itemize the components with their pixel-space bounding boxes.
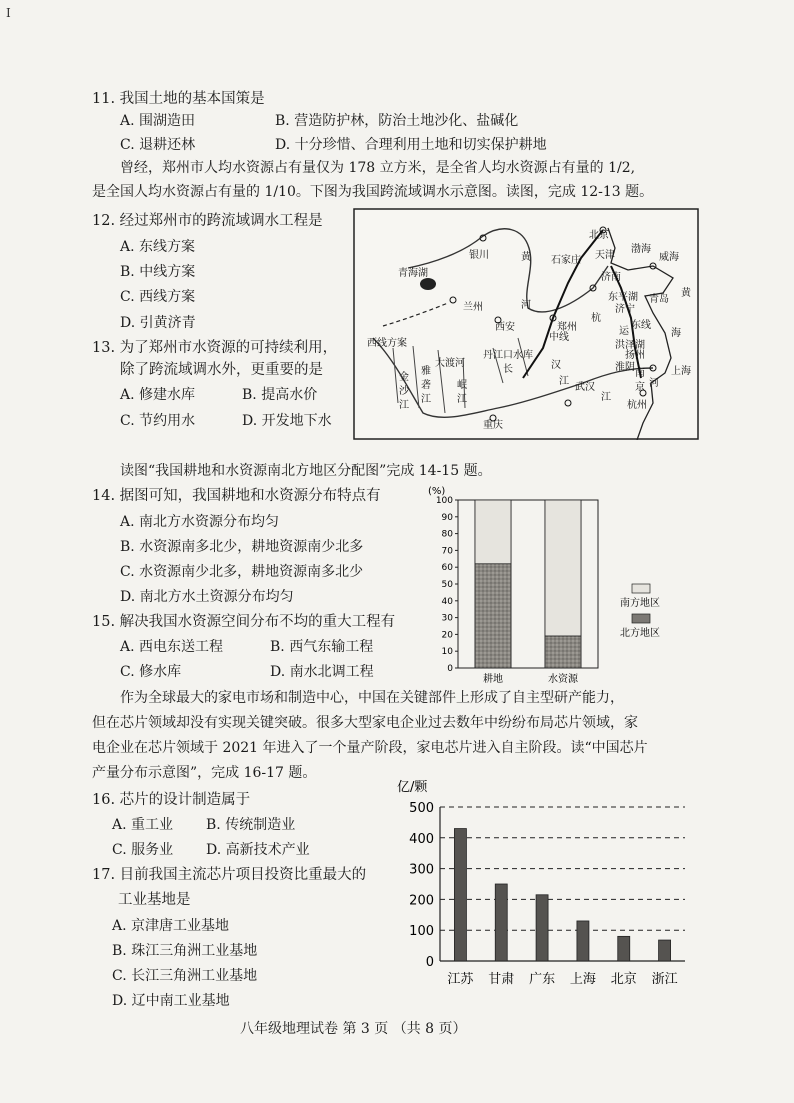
- chart1-ytick-label: 30: [441, 613, 453, 624]
- chart1-ytick-label: 100: [435, 496, 453, 506]
- chart2-category-label: 浙江: [651, 972, 678, 987]
- chart2-ytick-label: 500: [409, 801, 434, 816]
- chart2-category-label: 甘肃: [488, 972, 515, 987]
- q17-stem-line1: 17. 目前我国主流芯片项目投资比重最大的: [92, 867, 367, 883]
- chart2-bar: [454, 829, 466, 961]
- chart2-ytick-label: 300: [409, 862, 434, 878]
- q16-option-a[interactable]: A. 重工业: [112, 817, 174, 833]
- chart1-ytick-label: 80: [441, 529, 453, 540]
- chart2-category-label: 上海: [569, 972, 596, 987]
- map-label: 丹江口水库: [483, 350, 533, 361]
- map-label: 上海: [671, 366, 691, 377]
- q13-option-a[interactable]: A. 修建水库: [120, 387, 196, 403]
- map-label: 淮阴: [615, 362, 635, 373]
- chart2-ytick-label: 200: [409, 893, 434, 909]
- q16-stem: 16. 芯片的设计制造属于: [92, 792, 251, 808]
- q16-option-b[interactable]: B. 传统制造业: [206, 817, 296, 833]
- map-label: 石家庄: [551, 255, 581, 266]
- map-label: 金: [399, 372, 409, 383]
- intro16-line2: 但在芯片领域却没有实现关键突破。很多大型家电企业过去数年中纷纷布局芯片领域，家: [92, 715, 638, 731]
- map-label: 青岛: [649, 294, 669, 305]
- map-label: 西线方案: [367, 338, 407, 349]
- chart1-ytick-label: 20: [441, 630, 453, 641]
- map-label: 银川: [469, 250, 489, 261]
- chart1-ytick-label: 10: [441, 647, 453, 658]
- map-label: 江: [601, 392, 611, 403]
- q17-option-b[interactable]: B. 珠江三角洲工业基地: [112, 943, 258, 959]
- legend-swatch-north: [632, 614, 650, 623]
- map-label: 郑州: [557, 322, 577, 333]
- map-label: 东线: [631, 320, 651, 331]
- map-label: 渤海: [631, 244, 651, 255]
- chart1-ytick-label: 0: [447, 664, 453, 674]
- chart2-ylabel: 亿/颗: [397, 780, 428, 795]
- intro14: 读图“我国耕地和水资源南北方地区分配图”完成 14-15 题。: [120, 463, 492, 479]
- intro16-line3: 电企业在芯片领域于 2021 年进入了一个量产阶段，家电芯片进入自主阶段。读“中国芯片: [92, 740, 648, 756]
- map-label: 江: [421, 394, 431, 405]
- q12-option-b[interactable]: B. 中线方案: [120, 264, 196, 280]
- q11-option-a[interactable]: A. 围湖造田: [120, 113, 196, 129]
- q12-option-c[interactable]: C. 西线方案: [120, 289, 196, 305]
- chart1-bar-south: [545, 500, 581, 636]
- q15-option-a[interactable]: A. 西电东送工程: [120, 639, 224, 655]
- chart1-category-label: 耕地: [483, 674, 503, 685]
- q13-stem-line1: 13. 为了郑州市水资源的可持续利用，: [92, 340, 338, 356]
- chart2-bar: [659, 940, 671, 961]
- q17-option-c[interactable]: C. 长江三角洲工业基地: [112, 968, 258, 984]
- q14-option-a[interactable]: A. 南北方水资源分布均匀: [120, 514, 280, 530]
- chart1-bar-north: [545, 636, 581, 668]
- chart2-category-label: 北京: [610, 972, 637, 987]
- map-label: 武汉: [575, 382, 595, 393]
- chart1-bar-north: [475, 564, 511, 668]
- chart2-bar: [577, 921, 589, 961]
- map-label: 京: [635, 382, 645, 393]
- intro16-line1: 作为全球最大的家电市场和制造中心，中国在关键部件上形成了自主型研产能力，: [120, 690, 624, 706]
- q14-option-d[interactable]: D. 南北方水土资源分布均匀: [120, 589, 294, 605]
- map-label: 济宁: [615, 304, 635, 315]
- q11-option-b[interactable]: B. 营造防护林，防治土地沙化、盐碱化: [275, 113, 519, 129]
- map-label: 长: [503, 364, 513, 375]
- chart2-bar: [495, 884, 507, 961]
- map-label: 河: [649, 378, 659, 389]
- q16-option-d[interactable]: D. 高新技术产业: [206, 842, 310, 858]
- map-label: 济南: [601, 272, 621, 283]
- map-label: 砻: [421, 380, 431, 391]
- map-label: 洪泽湖: [615, 340, 645, 351]
- qinghai-lake: [420, 278, 436, 290]
- q17-stem-line2: 工业基地是: [118, 892, 191, 908]
- water-transfer-map: [353, 208, 699, 440]
- map-label: 北京: [589, 230, 609, 241]
- map-label: 杭州: [627, 400, 647, 411]
- q15-option-c[interactable]: C. 修水库: [120, 664, 182, 680]
- map-label: 扬州: [625, 350, 645, 361]
- chart2-category-label: 广东: [529, 972, 556, 987]
- q15-option-b[interactable]: B. 西气东输工程: [270, 639, 374, 655]
- map-label: 西安: [495, 322, 515, 333]
- intro16-line4: 产量分布示意图”，完成 16-17 题。: [92, 765, 317, 781]
- q17-option-d[interactable]: D. 辽中南工业基地: [112, 993, 230, 1009]
- chart2-bar: [536, 895, 548, 961]
- q16-option-c[interactable]: C. 服务业: [112, 842, 174, 858]
- map-label: 威海: [659, 252, 679, 263]
- legend-swatch-south: [632, 584, 650, 593]
- q13-option-d[interactable]: D. 开发地下水: [242, 413, 332, 429]
- q13-stem-line2: 除了跨流域调水外，更重要的是: [120, 362, 323, 378]
- q12-stem: 12. 经过郑州市的跨流域调水工程是: [92, 213, 323, 229]
- chart1-ytick-label: 50: [441, 580, 453, 590]
- legend-label-south: 南方地区: [620, 598, 660, 609]
- chip-output-chart: [395, 775, 695, 1000]
- q14-option-b[interactable]: B. 水资源南多北少，耕地资源南少北多: [120, 539, 364, 555]
- q11-stem: 11. 我国土地的基本国策是: [92, 91, 265, 107]
- map-label: 江: [399, 400, 409, 411]
- q13-option-b[interactable]: B. 提高水价: [242, 387, 318, 403]
- chart2-category-label: 江苏: [447, 972, 474, 987]
- map-label: 杭: [591, 313, 601, 324]
- map-label: 沙: [399, 386, 409, 397]
- map-label: 江: [559, 376, 569, 387]
- q15-option-d[interactable]: D. 南水北调工程: [270, 664, 374, 680]
- chart1-ytick-label: 90: [441, 512, 453, 523]
- q15-stem: 15. 解决我国水资源空间分布不均的重大工程有: [92, 614, 396, 630]
- map-label: 中线: [549, 332, 569, 343]
- chart1-bar-south: [475, 500, 511, 564]
- map-label: 河: [521, 300, 531, 311]
- q12-option-d[interactable]: D. 引黄济青: [120, 315, 196, 331]
- map-label: 江: [457, 394, 467, 405]
- map-label: 海: [671, 328, 681, 339]
- q17-option-a[interactable]: A. 京津唐工业基地: [112, 918, 230, 934]
- chart1-ytick-label: 40: [441, 596, 453, 607]
- map-label: 天津: [595, 250, 615, 261]
- map-label: 南: [635, 368, 645, 379]
- q14-option-c[interactable]: C. 水资源南少北多，耕地资源南多北少: [120, 564, 364, 580]
- legend-label-north: 北方地区: [620, 628, 660, 639]
- chart1-ytick-label: 70: [441, 546, 453, 557]
- chart1-category-label: 水资源: [548, 674, 578, 685]
- chart1-ylabel: (%): [428, 486, 446, 497]
- page-footer: 八年级地理试卷 第 3 页 （共 8 页）: [240, 1021, 467, 1037]
- map-label: 兰州: [463, 302, 483, 313]
- q13-option-c[interactable]: C. 节约用水: [120, 413, 196, 429]
- map-label: 汉: [551, 360, 561, 371]
- chart2-ytick-label: 100: [409, 924, 434, 940]
- map-label: 青海湖: [398, 268, 428, 279]
- map-label: 雅: [421, 366, 431, 377]
- chart2-bar: [618, 936, 630, 961]
- map-label: 黄: [521, 252, 531, 263]
- q11-option-d[interactable]: D. 十分珍惜、合理利用土地和切实保护耕地: [275, 137, 547, 153]
- q11-option-c[interactable]: C. 退耕还林: [120, 137, 196, 153]
- q14-stem: 14. 据图可知，我国耕地和水资源分布特点有: [92, 488, 381, 504]
- chart1-ytick-label: 60: [441, 563, 453, 574]
- page-edge-mark: I: [6, 6, 11, 20]
- map-label: 黄: [681, 288, 691, 299]
- map-label: 重庆: [483, 420, 503, 431]
- intro12-line2: 是全国人均水资源占有量的 1/10。下图为我国跨流域调水示意图。读图，完成 12-13 题。: [92, 184, 654, 200]
- map-label: 大渡河: [435, 358, 465, 369]
- map-label: 东平湖: [608, 292, 638, 303]
- intro12-line1: 曾经，郑州市人均水资源占有量仅为 178 立方米，是全省人均水资源占有量的 1/2,: [120, 160, 636, 176]
- map-label: 运: [619, 326, 629, 337]
- farmland-water-chart: [420, 480, 680, 690]
- map-label: 岷: [457, 380, 467, 391]
- q12-option-a[interactable]: A. 东线方案: [120, 239, 196, 255]
- chart2-ytick-label: 400: [409, 831, 434, 847]
- chart2-ytick-label: 0: [425, 955, 434, 970]
